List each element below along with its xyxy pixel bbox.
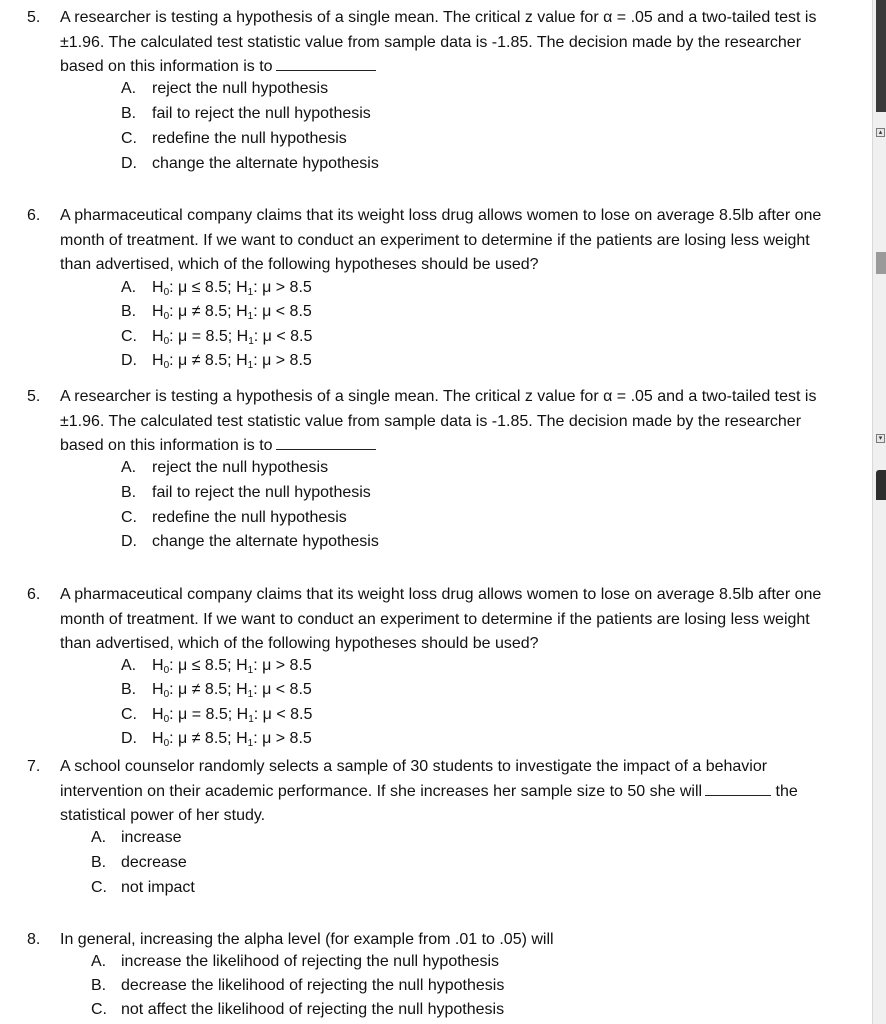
scroll-up-icon[interactable]: ▴ [876, 128, 885, 137]
scrollbar-dark-region-bottom [876, 470, 886, 500]
question-text: In general, increasing the alpha level (for example from .01 to .05) will [60, 931, 554, 948]
question-text: A pharmaceutical company claims that its weight loss drug allows women to lose on average 8.5lb after one month of treatment. If we want to conduct an experiment to determine if the patients are losing less weight than advertised, which of the following hypotheses should be used? [60, 586, 822, 653]
question-number: 8. [27, 931, 41, 948]
scroll-down-icon[interactable]: ▾ [876, 434, 885, 443]
scrollbar-dark-region [876, 0, 886, 112]
question-text: A researcher is testing a hypothesis of a single mean. The critical z value for α = .05 and a two-tailed test is ±1.96. The calculated test statistic value from sample data is -1.85. The decision made by the researcher based on this information is to [60, 9, 817, 76]
document-page: 5. A researcher is testing a hypothesis of a single mean. The critical z value for α = .05 and a two-tailed test is ±1.96. The calculated test statistic value from sample data is -1.85. The decision made by the researcher based on this information is to A. reject the null hypothesis B. fail to reject the null hypothesis C. redefine the null hypothesis D. change the alternate hypothesis 6. A pharmaceutical company claims that its weight loss drug allows women to lose on average 8.5lb after one month of treatment. If we want to conduct an experiment to determine if the patients are losing less weight than advertised, which of the following hypotheses should be used? A. $H_0$: μ ≤ 8.5; $H_1$: μ > 8.5 B. $H_0$: μ ≠ 8.5; $H_1$: μ < 8.5 C. $H_0$: μ = 8.5; $H_1$: μ < 8.5 D. $H_0$: μ ≠ 8.5; $H_1$: μ > 8.5 5. A researcher is testing a hypothesis of a single mean. The critical z value for α = .05 and a two-tailed test is ±1.96. The calculated test statistic value from sample data is -1.85. The decision made by the researcher based on this information is to A. reject the null hypothesis B. fail to reject the null hypothesis C. redefine the null hypothesis D. change the alternate hypothesis 6. A pharmaceutical company claims that its weight loss drug allows women to lose on average 8.5lb after one month of treatment. If we want to conduct an experiment to determine if the patients are losing less weight than advertised, which of the following hypotheses should be used? A. $H_0$: μ ≤ 8.5; $H_1$: μ > 8.5 B. $H_0$: μ ≠ 8.5; $H_1$: μ < 8.5 C. $H_0$: μ = 8.5; $H_1$: μ < 8.5 D. $H_0$: μ ≠ 8.5; $H_1$: μ > 8.5 7. A school counselor randomly selects a sample of 30 students to investigate the impact of a behavior intervention on their academic performance. If she increases her sample size to 50 she will the statistical power of her study. A. increase B. decrease C. not impact 8. In general, increasing the alpha level (for example from .01 to .05) will A. increase the likelihood of rejecting the null hypothesis B. decrease the likelihood of rejecting the null hypothesis C. not affect the likelihood of rejecting the null hypothesis [0, 0, 870, 1024]
vertical-scrollbar[interactable] [872, 0, 886, 1024]
question-text: A pharmaceutical company claims that its weight loss drug allows women to lose on average 8.5lb after one month of treatment. If we want to conduct an experiment to determine if the patients are losing less weight than advertised, which of the following hypotheses should be used? [60, 207, 822, 274]
answer-blank [705, 794, 771, 796]
answer-blank [276, 448, 376, 450]
question-number: 7. [27, 758, 41, 775]
question-number: 5. [27, 9, 41, 26]
question-text: A school counselor randomly selects a sample of 30 students to investigate the impact of a behavior intervention on their academic performance. If she increases her sample size to 50 she will the statistical power of her study. [60, 758, 798, 825]
answer-blank [276, 69, 376, 71]
scrollbar-thumb[interactable] [876, 252, 886, 274]
question-text: A researcher is testing a hypothesis of a single mean. The critical z value for α = .05 and a two-tailed test is ±1.96. The calculated test statistic value from sample data is -1.85. The decision made by the researcher based on this information is to [60, 388, 817, 455]
question-number: 6. [27, 586, 41, 603]
question-number: 6. [27, 207, 41, 224]
question-number: 5. [27, 388, 41, 405]
